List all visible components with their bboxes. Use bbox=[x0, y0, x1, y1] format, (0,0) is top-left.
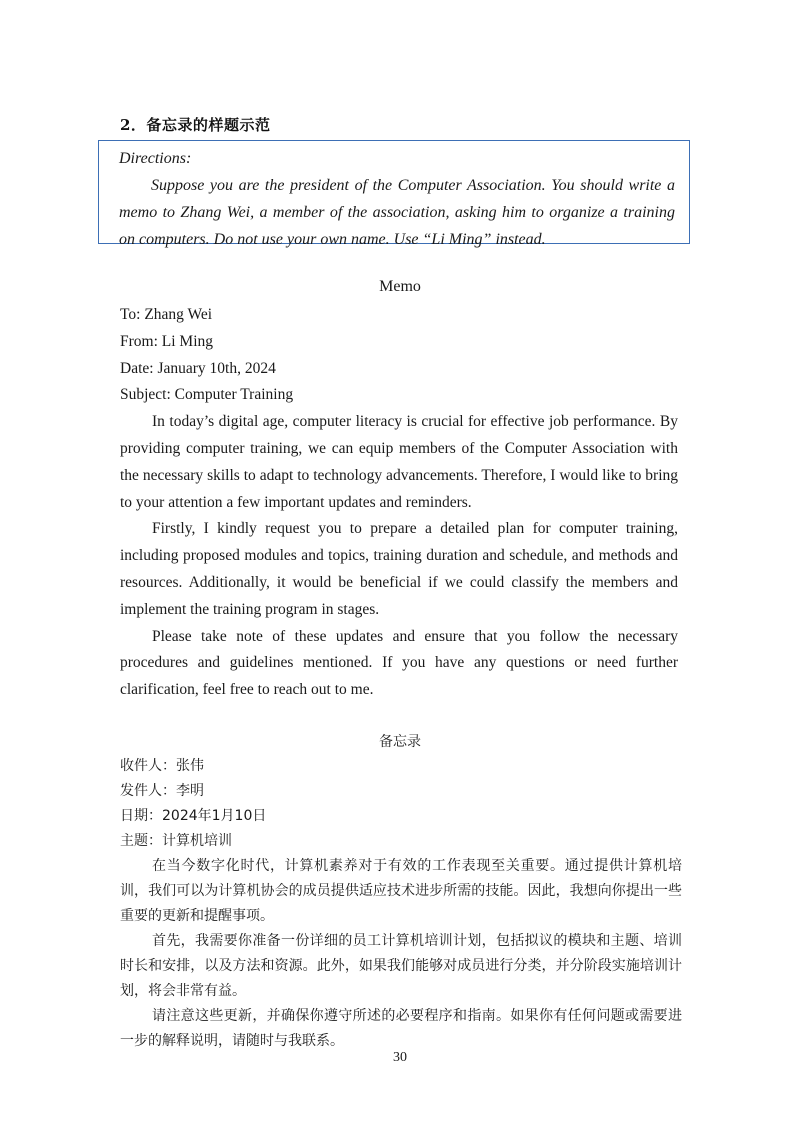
memo-english bbox=[120, 302, 678, 704]
memo-paragraph: Firstly, I kindly request you to prepare a detailed plan for computer training, including proposed modules and topics, training duration and schedule, and methods and resources. Additionally, it would be beneficial if we could classify the members and implement the training program in stages. bbox=[120, 520, 678, 618]
memo-paragraph: In today’s digital age, computer literacy is crucial for effective job performance. By providing computer training, we can equip members of the Computer Association with the necessary skills to adapt to technology advancements. Therefore, I would like to bring to your attention a few important updates and reminders. bbox=[120, 413, 678, 511]
memo-paragraph: Please take note of these updates and ensure that you follow the necessary procedures and guidelines mentioned. If you have any questions or need further clarification, feel free to reach out to me. bbox=[120, 627, 678, 699]
directions-title: Directions: bbox=[119, 150, 192, 167]
directions-body: Suppose you are the president of the Computer Association. You should write a memo to Zhang Wei, a member of the association, asking him to organize a training on computers. Do not use your own name. Use “Li Ming” instead. bbox=[119, 177, 675, 248]
directions-box bbox=[98, 140, 690, 248]
memo-zh-paragraph: 请注意这些更新，并确保你遵守所述的必要程序和指南。如果你有任何问题或需要进一步的解释说明，请随时与我联系。 bbox=[120, 1008, 682, 1049]
memo-subject: Subject: Computer Training bbox=[120, 386, 294, 404]
memo-zh-to: 收件人：张伟 bbox=[120, 758, 204, 774]
memo-zh-paragraph: 在当今数字化时代，计算机素养对于有效的工作表现至关重要。通过提供计算机培训，我们可以为计算机协会的成员提供适应技术进步所需的技能。因此，我想向你提出一些重要的更新和提醒事项。 bbox=[120, 858, 682, 924]
memo-zh-from: 发件人：李明 bbox=[120, 783, 204, 799]
page-number: 30 bbox=[393, 1050, 407, 1065]
memo-zh-subject: 主题：计算机培训 bbox=[120, 833, 232, 849]
memo-zh-paragraph: 首先，我需要你准备一份详细的员工计算机培训计划，包括拟议的模块和主题、培训时长和安排，以及方法和资源。此外，如果我们能够对成员进行分类，并分阶段实施培训计划，将会非常有益。 bbox=[120, 933, 682, 999]
section-heading: 2．备忘录的样题示范 bbox=[120, 116, 271, 134]
memo-to: To: Zhang Wei bbox=[120, 306, 213, 323]
memo-title-zh: 备忘录 bbox=[379, 734, 421, 750]
memo-zh-date: 日期：2024年1月10日 bbox=[120, 808, 267, 824]
memo-date: Date: January 10th, 2024 bbox=[120, 359, 276, 377]
memo-chinese bbox=[120, 754, 682, 1054]
memo-title-en: Memo bbox=[379, 278, 421, 295]
memo-from: From: Li Ming bbox=[120, 332, 214, 350]
